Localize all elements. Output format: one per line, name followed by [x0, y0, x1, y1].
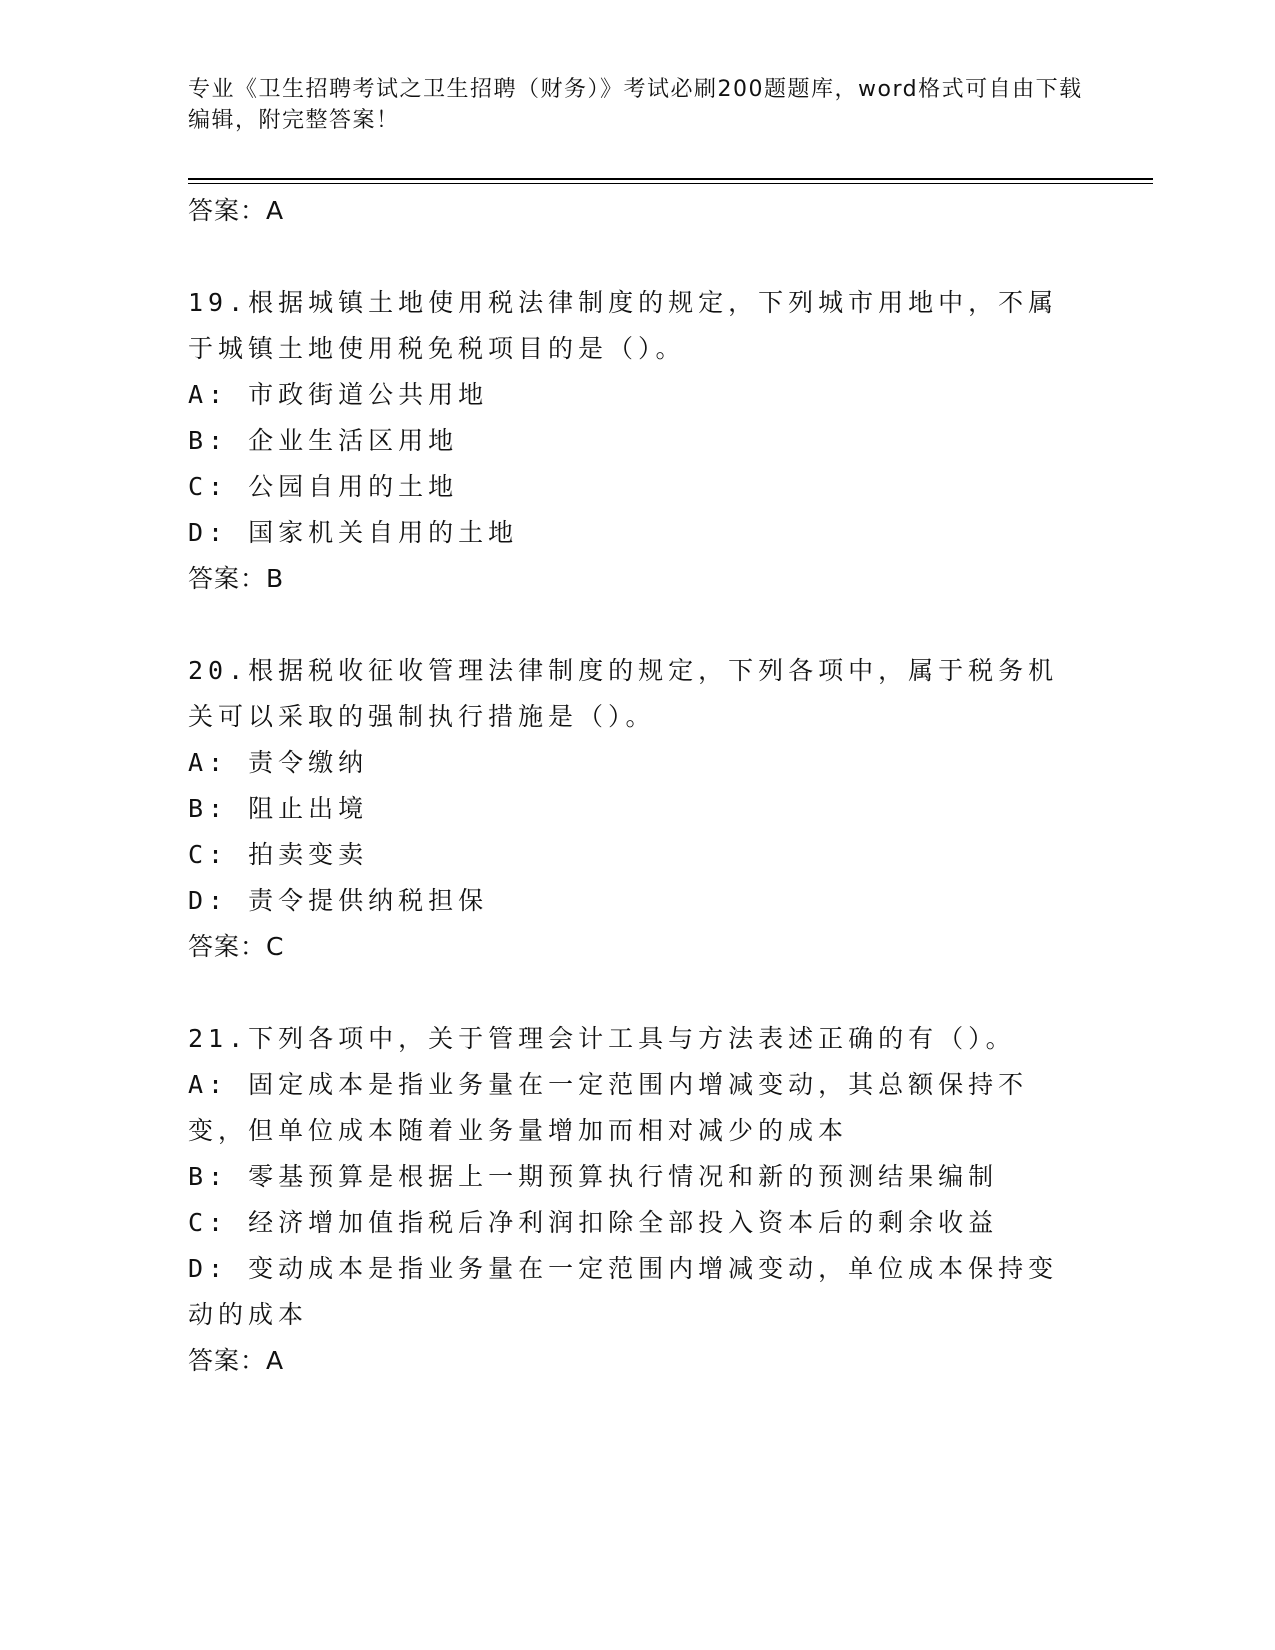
- previous-answer: 答案：A: [188, 196, 285, 225]
- header-divider-thin: [188, 183, 1153, 184]
- spacer: [188, 234, 1088, 280]
- option-a: A: 固定成本是指业务量在一定范围内增减变动，其总额保持不变，但单位成本随着业务量增加而相对减少的成本: [188, 1070, 1029, 1145]
- document-body: [188, 188, 1088, 1384]
- option-b: B: 阻止出境: [188, 794, 369, 823]
- answer-line: 答案：A: [188, 1346, 285, 1375]
- option-a: A: 市政街道公共用地: [188, 380, 489, 409]
- option-d: D: 国家机关自用的土地: [188, 518, 519, 547]
- question-block: [188, 1016, 1088, 1384]
- spacer: [188, 970, 1088, 1016]
- question-stem: 21.下列各项中，关于管理会计工具与方法表述正确的有（）。: [188, 1024, 1016, 1053]
- spacer: [188, 602, 1088, 648]
- answer-line: 答案：B: [188, 564, 285, 593]
- page-header: 专业《卫生招聘考试之卫生招聘（财务）》考试必刷200题题库，word格式可自由下载编辑，附完整答案！: [188, 77, 1083, 133]
- question-stem: 19.根据城镇土地使用税法律制度的规定，下列城市用地中，不属于城镇土地使用税免税项目的是（）。: [188, 288, 1059, 363]
- option-c: C: 公园自用的土地: [188, 472, 459, 501]
- question-block: [188, 280, 1088, 602]
- option-b: B: 零基预算是根据上一期预算执行情况和新的预测结果编制: [188, 1162, 999, 1191]
- question-stem: 20.根据税收征收管理法律制度的规定，下列各项中，属于税务机关可以采取的强制执行措施是（）。: [188, 656, 1059, 731]
- option-a: A: 责令缴纳: [188, 748, 369, 777]
- option-b: B: 企业生活区用地: [188, 426, 459, 455]
- option-c: C: 经济增加值指税后净利润扣除全部投入资本后的剩余收益: [188, 1208, 999, 1237]
- option-d: D: 责令提供纳税担保: [188, 886, 489, 915]
- question-block: [188, 648, 1088, 970]
- answer-line: 答案：C: [188, 932, 285, 961]
- header-divider-thick: [188, 178, 1153, 180]
- option-d: D: 变动成本是指业务量在一定范围内增减变动，单位成本保持变动的成本: [188, 1254, 1059, 1329]
- option-c: C: 拍卖变卖: [188, 840, 369, 869]
